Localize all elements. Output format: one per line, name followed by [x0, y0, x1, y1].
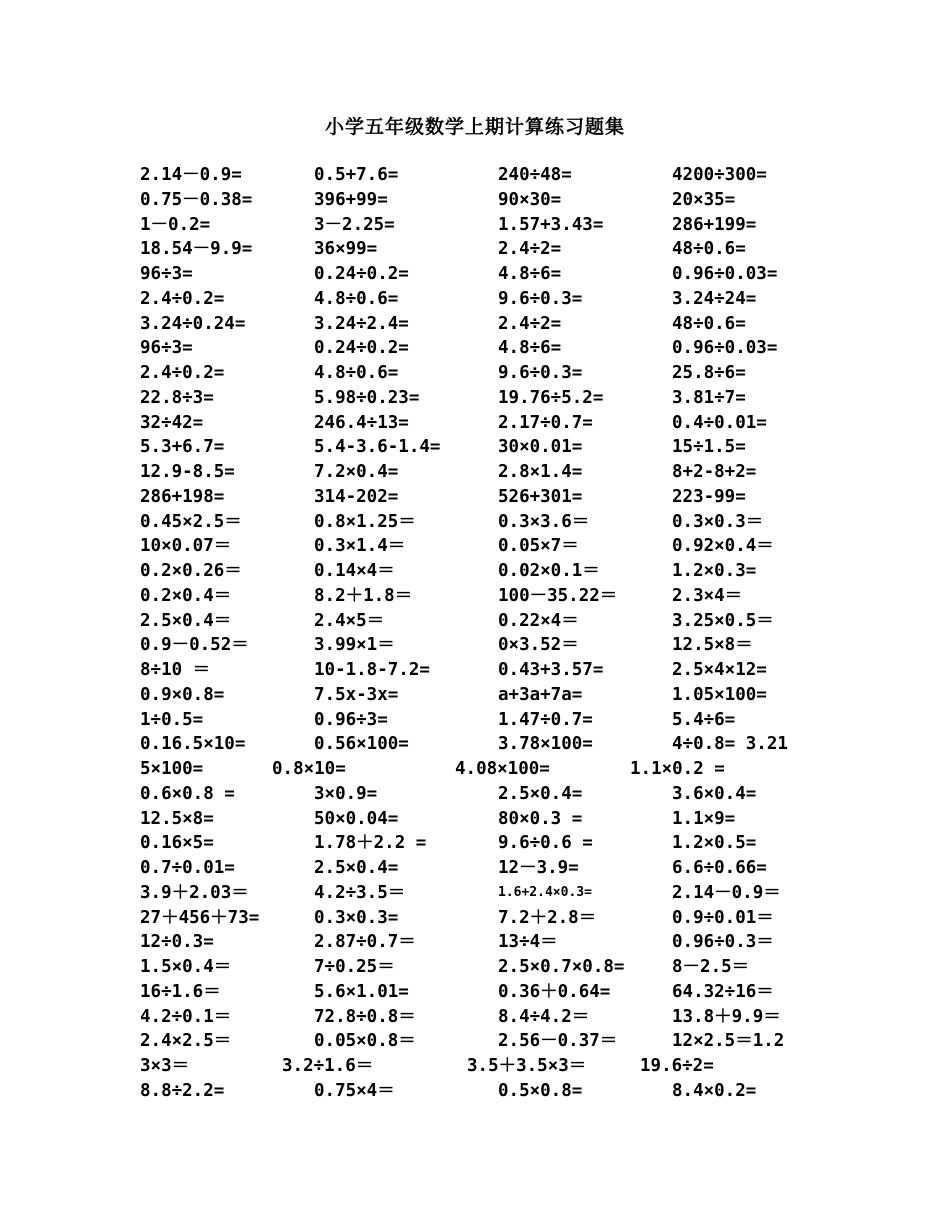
exercise-item: 2.5×4×12=	[672, 660, 767, 680]
exercise-item: 3.81÷7=	[672, 387, 746, 408]
exercise-row	[0, 881, 950, 906]
exercise-item: 1.57+3.43=	[498, 214, 604, 235]
exercise-item: 13÷4＝	[498, 932, 558, 953]
exercise-item: 0.75×4＝	[314, 1080, 395, 1101]
exercise-item: 3.24÷2.4=	[314, 313, 409, 334]
exercise-item: 20×35=	[672, 189, 736, 210]
exercise-item: 0.05×7＝	[498, 536, 579, 557]
exercise-row	[0, 435, 950, 460]
exercise-item: 1.2×0.3=	[672, 561, 757, 581]
exercise-item: 96÷3=	[140, 264, 193, 284]
exercise-item: 1.05×100=	[672, 684, 767, 705]
exercise-item: 223-99=	[672, 486, 746, 507]
exercise-item: 8.4÷4.2＝	[498, 1006, 590, 1027]
exercise-item: 0.05×0.8＝	[314, 1031, 416, 1052]
exercise-item: 240÷48=	[498, 165, 572, 185]
exercise-item: 1.5×0.4＝	[140, 957, 232, 977]
exercise-item: 36×99=	[314, 239, 378, 260]
exercise-row	[0, 1005, 950, 1030]
exercise-item: 0.24÷0.2=	[314, 338, 409, 359]
exercise-item: 0.56×100=	[314, 734, 409, 755]
exercise-item: 2.8×1.4=	[498, 462, 583, 482]
exercise-item: 12×2.5＝1.2	[672, 1031, 785, 1052]
exercise-row	[0, 262, 950, 287]
exercise-row	[0, 411, 950, 436]
exercise-item: 0.3×1.4＝	[314, 536, 406, 557]
exercise-row	[0, 559, 950, 584]
exercise-item: 2.4÷0.2=	[140, 363, 225, 383]
exercise-item: 1.1×0.2 =	[630, 759, 725, 779]
exercise-item: 19.6÷2=	[640, 1056, 714, 1076]
exercise-item: 0.02×0.1＝	[498, 561, 600, 581]
exercise-row	[0, 1029, 950, 1054]
exercise-row	[0, 584, 950, 609]
exercise-item: 5.98÷0.23=	[314, 387, 420, 408]
exercise-row	[0, 807, 950, 832]
exercise-item: 25.8÷6=	[672, 363, 746, 383]
exercise-item: 2.14－0.9=	[140, 165, 242, 185]
exercise-item: 2.4÷2=	[498, 239, 562, 260]
exercise-item: 8.2＋1.8＝	[314, 585, 413, 606]
exercise-item: 0.9－0.52＝	[140, 635, 249, 656]
exercise-row	[0, 213, 950, 238]
exercise-item: 0.2×0.4＝	[140, 585, 232, 606]
exercise-item: 5.6×1.01=	[314, 981, 409, 1002]
exercise-item: 0.3×0.3=	[314, 907, 399, 928]
exercise-item: 7.5x-3x=	[314, 684, 399, 705]
exercise-item: 4.2÷3.5＝	[314, 882, 406, 903]
exercise-item: 4÷0.8= 3.21	[672, 734, 788, 755]
exercise-row	[0, 460, 950, 485]
exercise-item: 90×30=	[498, 189, 562, 210]
exercise-item: 72.8÷0.8＝	[314, 1006, 416, 1027]
exercise-item: 32÷42=	[140, 412, 204, 433]
exercise-item: 0.6×0.8 =	[140, 783, 235, 804]
exercise-row	[0, 658, 950, 683]
exercise-row	[0, 980, 950, 1005]
exercise-item: 2.5×0.4=	[498, 783, 583, 804]
exercise-item: 0.14×4＝	[314, 561, 395, 581]
exercise-item: a+3a+7a=	[498, 684, 583, 705]
exercise-row	[0, 163, 950, 188]
exercise-item: 50×0.04=	[314, 808, 399, 829]
exercise-item: 1.47÷0.7=	[498, 709, 593, 730]
exercise-item: 3.25×0.5＝	[672, 610, 774, 631]
exercise-item: 0.9×0.8=	[140, 684, 225, 705]
exercise-item: 0.9÷0.01＝	[672, 907, 774, 928]
exercise-item: 2.4÷2=	[498, 313, 562, 334]
exercise-item: 16÷1.6＝	[140, 981, 221, 1002]
exercise-item: 48÷0.6=	[672, 313, 746, 334]
exercise-item: 18.54－9.9=	[140, 239, 253, 260]
exercise-item: 2.5×0.7×0.8=	[498, 957, 625, 977]
exercise-item: 246.4÷13=	[314, 412, 409, 433]
exercise-row	[0, 708, 950, 733]
exercise-item: 526+301=	[498, 486, 583, 507]
exercise-item: 2.17÷0.7=	[498, 412, 593, 433]
exercise-item: 0.16.5×10=	[140, 734, 246, 755]
exercise-item: 0.8×10=	[272, 759, 346, 779]
exercise-row	[0, 485, 950, 510]
exercise-row	[0, 237, 950, 262]
exercise-item: 12.9-8.5=	[140, 462, 235, 482]
exercise-item: 4.8÷0.6=	[314, 363, 399, 383]
exercise-item: 5.4÷6=	[672, 709, 736, 730]
exercise-row	[0, 757, 950, 782]
exercise-item: 8.4×0.2=	[672, 1080, 757, 1101]
exercise-item: 0.4÷0.01=	[672, 412, 767, 433]
exercise-item: 3.24÷24=	[672, 288, 757, 309]
exercise-item: 1－0.2=	[140, 214, 211, 235]
exercise-row	[0, 906, 950, 931]
exercise-item: 0.45×2.5＝	[140, 511, 242, 532]
exercise-item: 4.08×100=	[455, 759, 550, 779]
exercise-item: 2.14－0.9＝	[672, 882, 781, 903]
exercise-item: 0.3×0.3＝	[672, 511, 764, 532]
exercise-item: 15÷1.5=	[672, 437, 746, 458]
exercise-item: 7.2×0.4=	[314, 462, 399, 482]
exercise-item: 4.2÷0.1＝	[140, 1006, 232, 1027]
exercise-row	[0, 386, 950, 411]
exercise-row	[0, 930, 950, 955]
exercise-item: 2.5×0.4＝	[140, 610, 232, 631]
exercise-item: 0.43+3.57=	[498, 660, 604, 680]
exercise-row	[0, 683, 950, 708]
exercise-row	[0, 361, 950, 386]
exercise-item: 3.99×1＝	[314, 635, 395, 656]
exercise-item: 0.5+7.6=	[314, 165, 399, 185]
exercise-item: 0.2×0.26＝	[140, 561, 242, 581]
exercise-item: 2.3×4＝	[672, 585, 743, 606]
exercise-item: 3×3＝	[140, 1056, 190, 1076]
exercise-item: 0.16×5=	[140, 833, 214, 854]
exercise-item: 9.6÷0.3=	[498, 363, 583, 383]
exercise-item: 4.8÷6=	[498, 264, 562, 284]
exercise-item: 100－35.22＝	[498, 585, 618, 606]
exercise-row	[0, 1054, 950, 1079]
exercise-item: 9.6÷0.6 =	[498, 833, 593, 854]
exercise-item: 5×100=	[140, 759, 204, 779]
exercise-item: 96÷3=	[140, 338, 193, 359]
exercise-item: 3×0.9=	[314, 783, 378, 804]
exercise-item: 8÷10 ＝	[140, 660, 211, 680]
exercise-item: 3.78×100=	[498, 734, 593, 755]
exercise-item: 3－2.25=	[314, 214, 395, 235]
exercise-item: 8+2-8+2=	[672, 462, 757, 482]
exercise-row	[0, 534, 950, 559]
exercise-item: 3.9＋2.03＝	[140, 882, 249, 903]
exercise-item: 3.5＋3.5×3＝	[467, 1056, 587, 1076]
exercise-item: 10×0.07＝	[140, 536, 232, 557]
exercise-item: 0.96÷0.03=	[672, 338, 778, 359]
exercise-row	[0, 1079, 950, 1104]
exercise-item: 0.22×4＝	[498, 610, 579, 631]
exercise-row	[0, 312, 950, 337]
exercise-item: 1.78＋2.2 =	[314, 833, 427, 854]
exercise-item: 1.2×0.5=	[672, 833, 757, 854]
exercise-item: 0.75－0.38=	[140, 189, 253, 210]
exercise-item: 8－2.5＝	[672, 957, 750, 977]
exercise-item: 1.1×9=	[672, 808, 736, 829]
exercise-item: 1÷0.5=	[140, 709, 204, 730]
exercise-item: 9.6÷0.3=	[498, 288, 583, 309]
exercise-item: 2.5×0.4=	[314, 858, 399, 878]
exercise-item: 2.4÷0.2=	[140, 288, 225, 309]
exercise-item: 0.96÷0.03=	[672, 264, 778, 284]
exercise-item: 6.6÷0.66=	[672, 858, 767, 878]
exercise-item: 12.5×8=	[140, 808, 214, 829]
exercise-row	[0, 188, 950, 213]
exercise-item: 0.8×1.25＝	[314, 511, 416, 532]
exercise-item: 2.87÷0.7＝	[314, 932, 416, 953]
exercise-item: 0.5×0.8=	[498, 1080, 583, 1101]
exercise-row	[0, 633, 950, 658]
exercise-item: 8.8÷2.2=	[140, 1080, 225, 1101]
exercise-item: 0.24÷0.2=	[314, 264, 409, 284]
exercise-item: 0.7÷0.01=	[140, 858, 235, 878]
exercise-item: 5.3+6.7=	[140, 437, 225, 458]
exercise-item: 0.92×0.4＝	[672, 536, 774, 557]
exercise-row	[0, 856, 950, 881]
exercise-list	[0, 163, 950, 1104]
exercise-item: 396+99=	[314, 189, 388, 210]
exercise-item: 64.32÷16＝	[672, 981, 774, 1002]
exercise-item: 30×0.01=	[498, 437, 583, 458]
exercise-item: 286+198=	[140, 486, 225, 507]
exercise-item: 27＋456＋73=	[140, 907, 260, 928]
exercise-row	[0, 955, 950, 980]
exercise-item: 3.24÷0.24=	[140, 313, 246, 334]
exercise-item: 80×0.3 =	[498, 808, 583, 829]
exercise-item: 13.8＋9.9＝	[672, 1006, 781, 1027]
exercise-item: 19.76÷5.2=	[498, 387, 604, 408]
exercise-row	[0, 831, 950, 856]
exercise-item: 7÷0.25＝	[314, 957, 395, 977]
exercise-item: 0.3×3.6＝	[498, 511, 590, 532]
exercise-item: 314-202=	[314, 486, 399, 507]
exercise-item: 22.8÷3=	[140, 387, 214, 408]
exercise-item: 12－3.9=	[498, 858, 579, 878]
exercise-item: 7.2＋2.8＝	[498, 907, 597, 928]
exercise-item: 1.6+2.4×0.3=	[498, 884, 592, 900]
exercise-item: 12.5×8＝	[672, 635, 753, 656]
exercise-item: 0.96÷0.3＝	[672, 932, 774, 953]
exercise-row	[0, 782, 950, 807]
exercise-item: 286+199=	[672, 214, 757, 235]
exercise-item: 0×3.52＝	[498, 635, 579, 656]
exercise-item: 12÷0.3=	[140, 932, 214, 953]
exercise-item: 10-1.8-7.2=	[314, 660, 430, 680]
exercise-item: 3.2÷1.6＝	[282, 1056, 374, 1076]
exercise-row	[0, 609, 950, 634]
exercise-item: 2.56－0.37＝	[498, 1031, 618, 1052]
exercise-row	[0, 287, 950, 312]
exercise-row	[0, 336, 950, 361]
exercise-row	[0, 510, 950, 535]
exercise-item: 0.36＋0.64=	[498, 981, 611, 1002]
exercise-item: 5.4-3.6-1.4=	[314, 437, 441, 458]
exercise-item: 3.6×0.4=	[672, 783, 757, 804]
exercise-item: 4.8÷6=	[498, 338, 562, 359]
exercise-row	[0, 732, 950, 757]
exercise-item: 2.4×5＝	[314, 610, 385, 631]
exercise-item: 4.8÷0.6=	[314, 288, 399, 309]
exercise-item: 4200÷300=	[672, 165, 767, 185]
exercise-item: 0.96÷3=	[314, 709, 388, 730]
page-title: 小学五年级数学上期计算练习题集	[324, 116, 625, 138]
exercise-item: 48÷0.6=	[672, 239, 746, 260]
exercise-item: 2.4×2.5＝	[140, 1031, 232, 1052]
